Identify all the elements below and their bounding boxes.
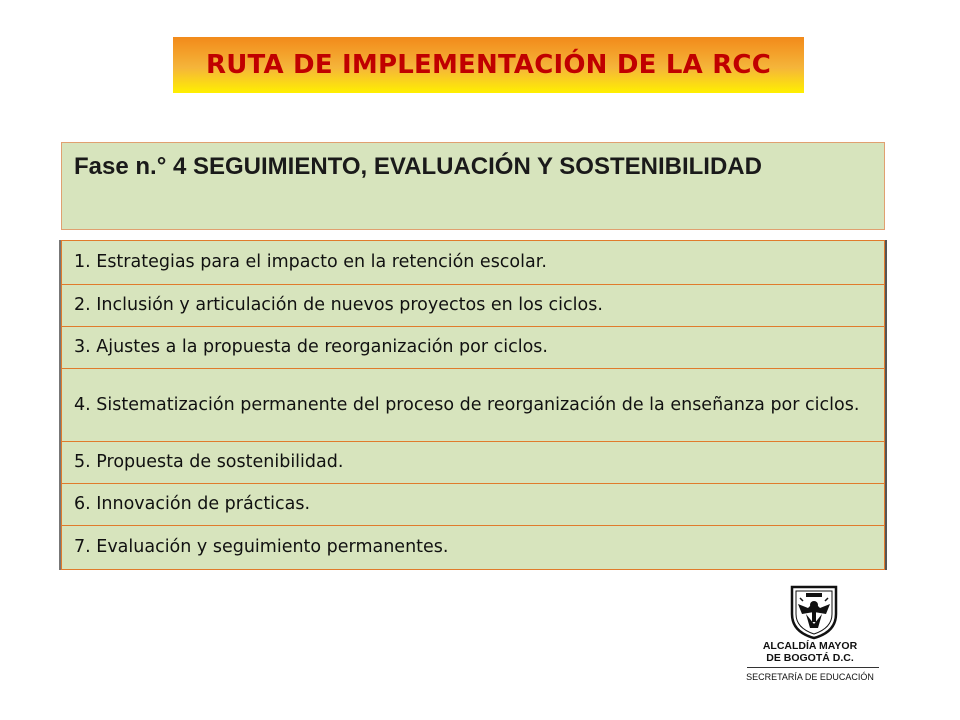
- table-row: [62, 241, 885, 285]
- table-row: [62, 327, 885, 369]
- table-row: [62, 526, 885, 570]
- logo-line-1: ALCALDÍA MAYOR: [762, 640, 858, 652]
- list-item: 5. Propuesta de sostenibilidad.: [62, 442, 885, 484]
- phase-heading-box: [61, 142, 885, 230]
- table-shadow-right: [885, 240, 887, 570]
- phase-heading: Fase n.° 4 SEGUIMIENTO, EVALUACIÓN Y SOSTENIBILIDAD: [74, 153, 762, 180]
- list-item: 1. Estrategias para el impacto en la retención escolar.: [62, 241, 885, 285]
- list-item: 2. Inclusión y articulación de nuevos proyectos en los ciclos.: [62, 285, 885, 327]
- title-banner: [173, 37, 804, 93]
- list-item: 7. Evaluación y seguimiento permanentes.: [62, 526, 885, 570]
- table-row: [62, 369, 885, 442]
- list-item: 6. Innovación de prácticas.: [62, 484, 885, 526]
- logo-divider: [747, 667, 879, 668]
- table-row: [62, 285, 885, 327]
- table-row: [62, 484, 885, 526]
- items-table: [61, 240, 885, 570]
- table-row: [62, 442, 885, 484]
- logo-line-3: SECRETARÍA DE EDUCACIÓN: [746, 672, 874, 682]
- alcaldia-logo: [735, 580, 885, 692]
- list-item: 3. Ajustes a la propuesta de reorganización por ciclos.: [62, 327, 885, 369]
- bogota-coat-of-arms-icon: [784, 584, 844, 640]
- logo-line-2: DE BOGOTÁ D.C.: [766, 652, 854, 664]
- list-item: 4. Sistematización permanente del proceso de reorganización de la enseñanza por ciclos.: [62, 369, 885, 442]
- page-title: RUTA DE IMPLEMENTACIÓN DE LA RCC: [206, 50, 771, 80]
